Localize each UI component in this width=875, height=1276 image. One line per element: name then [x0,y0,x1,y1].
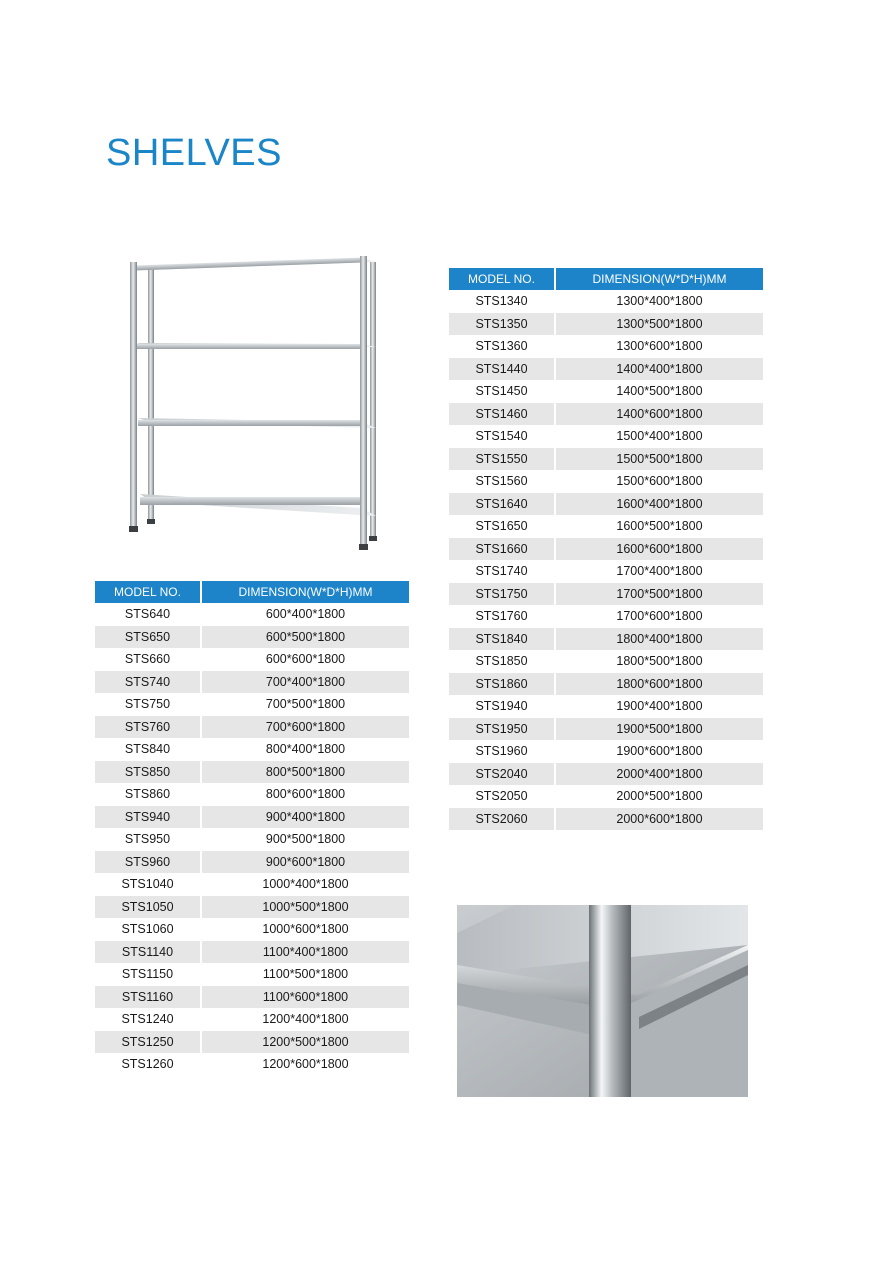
model-cell: STS1640 [449,493,555,516]
model-cell: STS1050 [95,896,201,919]
dimension-cell: 1100*600*1800 [201,986,409,1009]
dimension-cell: 1800*600*1800 [555,673,763,696]
header-model: MODEL NO. [449,268,555,290]
model-cell: STS1260 [95,1053,201,1076]
table-row [95,648,409,671]
table-row [449,560,763,583]
model-cell: STS1560 [449,470,555,493]
table-row [449,695,763,718]
dimension-cell: 1200*500*1800 [201,1031,409,1054]
dimension-cell: 900*600*1800 [201,851,409,874]
table-row [95,986,409,1009]
table-row [95,693,409,716]
table-row [95,626,409,649]
model-cell: STS1160 [95,986,201,1009]
model-cell: STS740 [95,671,201,694]
model-cell: STS840 [95,738,201,761]
dimension-cell: 800*400*1800 [265,742,346,757]
dimension-cell: 600*600*1800 [265,652,346,667]
table-row [449,403,763,426]
table-row [95,603,409,626]
table-row [449,470,763,493]
table-header-row [449,268,763,290]
table-body [95,603,409,1076]
table-row [95,738,409,761]
dimension-cell: 1700*600*1800 [616,609,703,624]
table-row [449,335,763,358]
table-row [95,896,409,919]
table-row [95,963,409,986]
dimension-cell: 1000*500*1800 [201,896,409,919]
model-cell: STS660 [95,648,201,671]
model-cell: STS1850 [449,650,555,673]
table-row [449,448,763,471]
dimension-cell: 1500*500*1800 [555,448,763,471]
model-cell: STS1840 [449,628,555,651]
page-title: SHELVES [106,132,282,174]
model-cell: STS1650 [449,515,555,538]
dimension-cell: 1400*600*1800 [555,403,763,426]
dimension-cell: 1500*400*1800 [616,429,703,444]
dimension-cell: 1000*400*1800 [262,877,349,892]
model-cell: STS760 [95,716,201,739]
dimension-cell: 600*500*1800 [201,626,409,649]
dimension-cell: 1700*400*1800 [616,564,703,579]
header-dimension: DIMENSION(W*D*H)MM [555,268,763,290]
table-header-row [95,581,409,603]
dimension-cell: 1100*500*1800 [262,967,349,982]
table-row [449,515,763,538]
model-cell: STS940 [95,806,201,829]
dimension-cell: 700*400*1800 [201,671,409,694]
dimension-cell: 800*500*1800 [201,761,409,784]
dimension-cell: 1600*600*1800 [555,538,763,561]
model-cell: STS2050 [449,785,555,808]
table-row [95,716,409,739]
model-cell: STS1150 [95,963,201,986]
header-dimension: DIMENSION(W*D*H)MM [201,581,409,603]
dimension-cell: 1400*400*1800 [555,358,763,381]
model-cell: STS860 [95,783,201,806]
spec-table-left [95,581,409,1076]
table-row [449,808,763,831]
table-row [449,313,763,336]
table-row [449,740,763,763]
model-cell: STS1040 [95,873,201,896]
model-cell: STS1740 [449,560,555,583]
model-cell: STS1760 [449,605,555,628]
dimension-cell: 600*400*1800 [265,607,346,622]
table-row [95,806,409,829]
model-cell: STS1940 [449,695,555,718]
table-row [95,941,409,964]
table-row [95,1053,409,1076]
model-cell: STS1860 [449,673,555,696]
model-cell: STS1350 [449,313,555,336]
model-cell: STS950 [95,828,201,851]
dimension-cell: 1200*600*1800 [262,1057,349,1072]
model-cell: STS1660 [449,538,555,561]
table-row [449,605,763,628]
model-cell: STS1550 [449,448,555,471]
model-cell: STS1140 [95,941,201,964]
dimension-cell: 1300*400*1800 [616,294,703,309]
model-cell: STS1750 [449,583,555,606]
dimension-cell: 1900*500*1800 [555,718,763,741]
dimension-cell: 1600*500*1800 [616,519,703,534]
table-row [449,425,763,448]
table-row [449,583,763,606]
table-row [95,1031,409,1054]
dimension-cell: 2000*400*1800 [555,763,763,786]
shelf-closeup-image [457,905,748,1097]
model-cell: STS1060 [95,918,201,941]
dimension-cell: 1900*400*1800 [616,699,703,714]
table-row [449,763,763,786]
model-cell: STS650 [95,626,201,649]
dimension-cell: 2000*500*1800 [616,789,703,804]
model-cell: STS1450 [449,380,555,403]
model-cell: STS1240 [95,1008,201,1031]
dimension-cell: 1700*500*1800 [555,583,763,606]
table-row [449,628,763,651]
dimension-cell: 2000*600*1800 [555,808,763,831]
dimension-cell: 1300*500*1800 [555,313,763,336]
dimension-cell: 1800*500*1800 [616,654,703,669]
model-cell: STS1250 [95,1031,201,1054]
model-cell: STS1460 [449,403,555,426]
header-model: MODEL NO. [95,581,201,603]
dimension-cell: 1500*600*1800 [616,474,703,489]
table-row [449,785,763,808]
table-row [95,671,409,694]
model-cell: STS2060 [449,808,555,831]
table-body [449,290,763,830]
dimension-cell: 700*500*1800 [265,697,346,712]
table-row [95,783,409,806]
dimension-cell: 1100*400*1800 [201,941,409,964]
model-cell: STS1360 [449,335,555,358]
table-row [95,761,409,784]
model-cell: STS960 [95,851,201,874]
table-row [449,673,763,696]
dimension-cell: 800*600*1800 [265,787,346,802]
table-row [95,828,409,851]
table-row [95,1008,409,1031]
table-row [95,873,409,896]
model-cell: STS2040 [449,763,555,786]
dimension-cell: 1300*600*1800 [616,339,703,354]
table-row [449,718,763,741]
table-row [95,918,409,941]
dimension-cell: 900*500*1800 [265,832,346,847]
dimension-cell: 700*600*1800 [201,716,409,739]
model-cell: STS750 [95,693,201,716]
shelf-unit-image [118,250,386,560]
model-cell: STS1540 [449,425,555,448]
table-row [449,650,763,673]
dimension-cell: 1900*600*1800 [616,744,703,759]
table-row [449,493,763,516]
table-row [449,290,763,313]
dimension-cell: 1200*400*1800 [262,1012,349,1027]
table-row [95,851,409,874]
model-cell: STS640 [95,603,201,626]
model-cell: STS850 [95,761,201,784]
table-row [449,358,763,381]
table-row [449,538,763,561]
dimension-cell: 1400*500*1800 [616,384,703,399]
dimension-cell: 1800*400*1800 [555,628,763,651]
dimension-cell: 900*400*1800 [201,806,409,829]
model-cell: STS1340 [449,290,555,313]
model-cell: STS1960 [449,740,555,763]
model-cell: STS1440 [449,358,555,381]
dimension-cell: 1000*600*1800 [262,922,349,937]
dimension-cell: 1600*400*1800 [555,493,763,516]
model-cell: STS1950 [449,718,555,741]
table-row [449,380,763,403]
spec-table-right [449,268,763,830]
